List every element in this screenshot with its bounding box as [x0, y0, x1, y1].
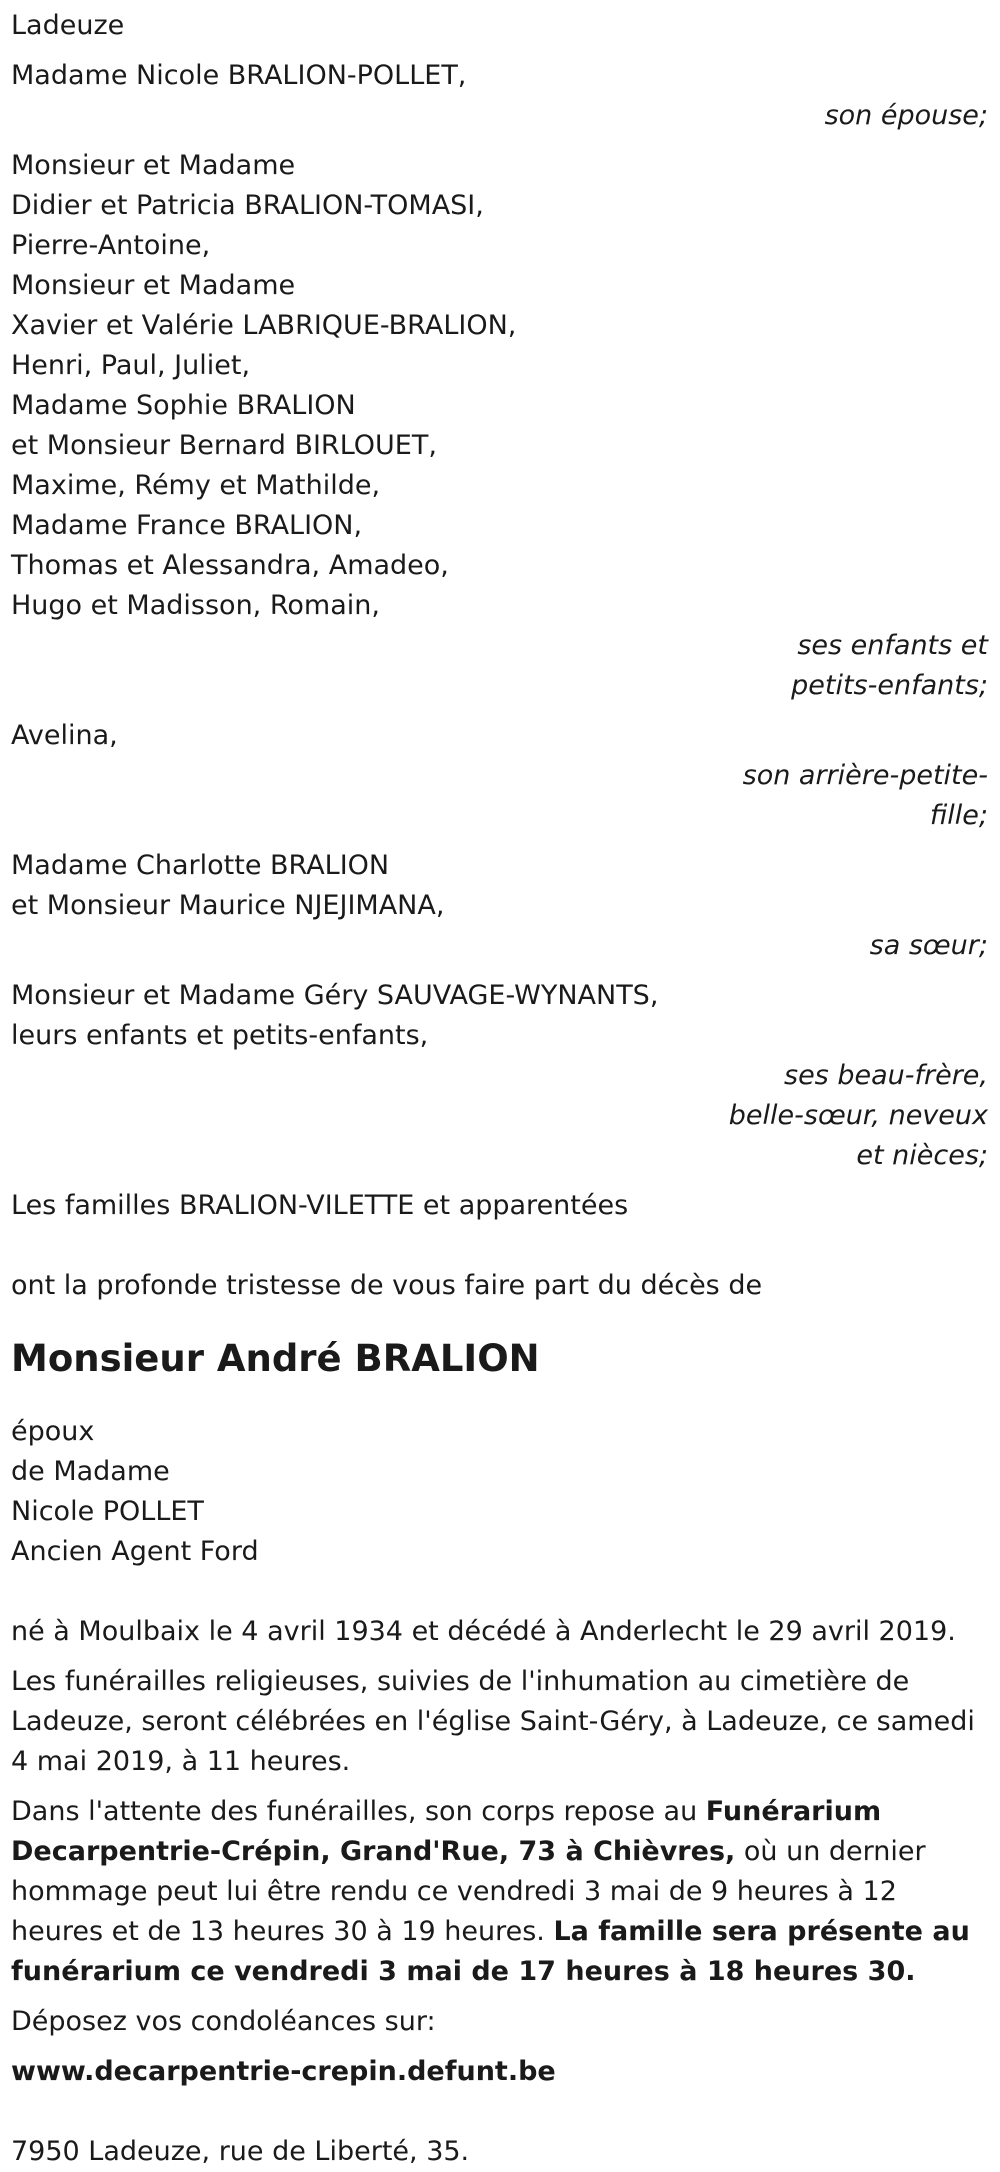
- children-role: petits-enfants;: [791, 670, 988, 701]
- deceased-name: Monsieur André BRALION: [11, 1337, 540, 1380]
- in-laws-role: ses beau-frère,: [784, 1060, 988, 1091]
- children-line: Henri, Paul, Juliet,: [11, 350, 251, 381]
- repose-text-2: où un dernier hommage peut lui être rendu ce vendredi 3 mai de 9 heures à 12 heures et de 13 heures 30 à 19 heures.: [11, 1836, 926, 1947]
- deceased-detail-line: Ancien Agent Ford: [11, 1536, 259, 1567]
- in-laws-line: leurs enfants et petits-enfants,: [11, 1020, 429, 1051]
- great-grandchild-group: [11, 716, 988, 836]
- deceased-detail-line: de Madame: [11, 1456, 170, 1487]
- children-line: Monsieur et Madame: [11, 150, 296, 181]
- in-laws-group: [11, 976, 988, 1176]
- children-line: Maxime, Rémy et Mathilde,: [11, 470, 381, 501]
- children-line: Pierre-Antoine,: [11, 230, 211, 261]
- in-laws-role: belle-sœur, neveux: [728, 1100, 988, 1131]
- children-line: Hugo et Madisson, Romain,: [11, 590, 380, 621]
- children-group: [11, 146, 988, 706]
- deceased-detail-line: Nicole POLLET: [11, 1496, 204, 1527]
- condolences-link[interactable]: www.decarpentrie-crepin.defunt.be: [11, 2056, 556, 2087]
- children-line: et Monsieur Bernard BIRLOUET,: [11, 430, 437, 461]
- great-grandchild-name: Avelina,: [11, 720, 118, 751]
- funeral-paragraph: Les funérailles religieuses, suivies de l'inhumation au cimetière de Ladeuze, seront célébrées en l'église Saint-Géry, à Ladeuze, ce samedi 4 mai 2019, à 11 heures.: [11, 1666, 975, 1777]
- sister-role: sa sœur;: [869, 930, 988, 961]
- family-presence: La famille sera présente au funérarium ce vendredi 3 mai de 17 heures à 18 heures 30.: [11, 1916, 970, 1987]
- repose-text-1: Dans l'attente des funérailles, son corps repose au: [11, 1796, 706, 1827]
- great-grandchild-role: fille;: [929, 800, 988, 831]
- repose-paragraph: [11, 1792, 988, 1992]
- in-laws-line: Monsieur et Madame Géry SAUVAGE-WYNANTS,: [11, 980, 659, 1011]
- children-role: ses enfants et: [797, 630, 988, 661]
- deceased-details: [11, 1412, 988, 1572]
- sister-line: Madame Charlotte BRALION: [11, 850, 390, 881]
- address-line: 7950 Ladeuze, rue de Liberté, 35.: [11, 2136, 470, 2167]
- children-line: Madame Sophie BRALION: [11, 390, 356, 421]
- children-line: Madame France BRALION,: [11, 510, 363, 541]
- sister-group: [11, 846, 988, 966]
- children-line: Monsieur et Madame: [11, 270, 296, 301]
- birth-death-line: né à Moulbaix le 4 avril 1934 et décédé à Anderlecht le 29 avril 2019.: [11, 1616, 956, 1647]
- obituary-notice: [11, 6, 988, 2172]
- condolences-label: Déposez vos condoléances sur:: [11, 2006, 436, 2037]
- children-line: Thomas et Alessandra, Amadeo,: [11, 550, 449, 581]
- place-header: Ladeuze: [11, 10, 125, 41]
- children-line: Xavier et Valérie LABRIQUE-BRALION,: [11, 310, 517, 341]
- children-line: Didier et Patricia BRALION-TOMASI,: [11, 190, 484, 221]
- funerarium-address: Funérarium Decarpentrie-Crépin, Grand'Rue, 73 à Chièvres,: [11, 1796, 882, 1867]
- in-laws-role: et nièces;: [856, 1140, 988, 1171]
- spouse-name: Madame Nicole BRALION-POLLET,: [11, 60, 467, 91]
- spouse-group: [11, 56, 988, 136]
- deceased-detail-line: époux: [11, 1416, 95, 1447]
- families-line: Les familles BRALION-VILETTE et apparentées: [11, 1190, 629, 1221]
- spouse-role: son épouse;: [824, 100, 988, 131]
- great-grandchild-role: son arrière-petite-: [742, 760, 988, 791]
- announcement-line: ont la profonde tristesse de vous faire part du décès de: [11, 1270, 763, 1301]
- sister-line: et Monsieur Maurice NJEJIMANA,: [11, 890, 445, 921]
